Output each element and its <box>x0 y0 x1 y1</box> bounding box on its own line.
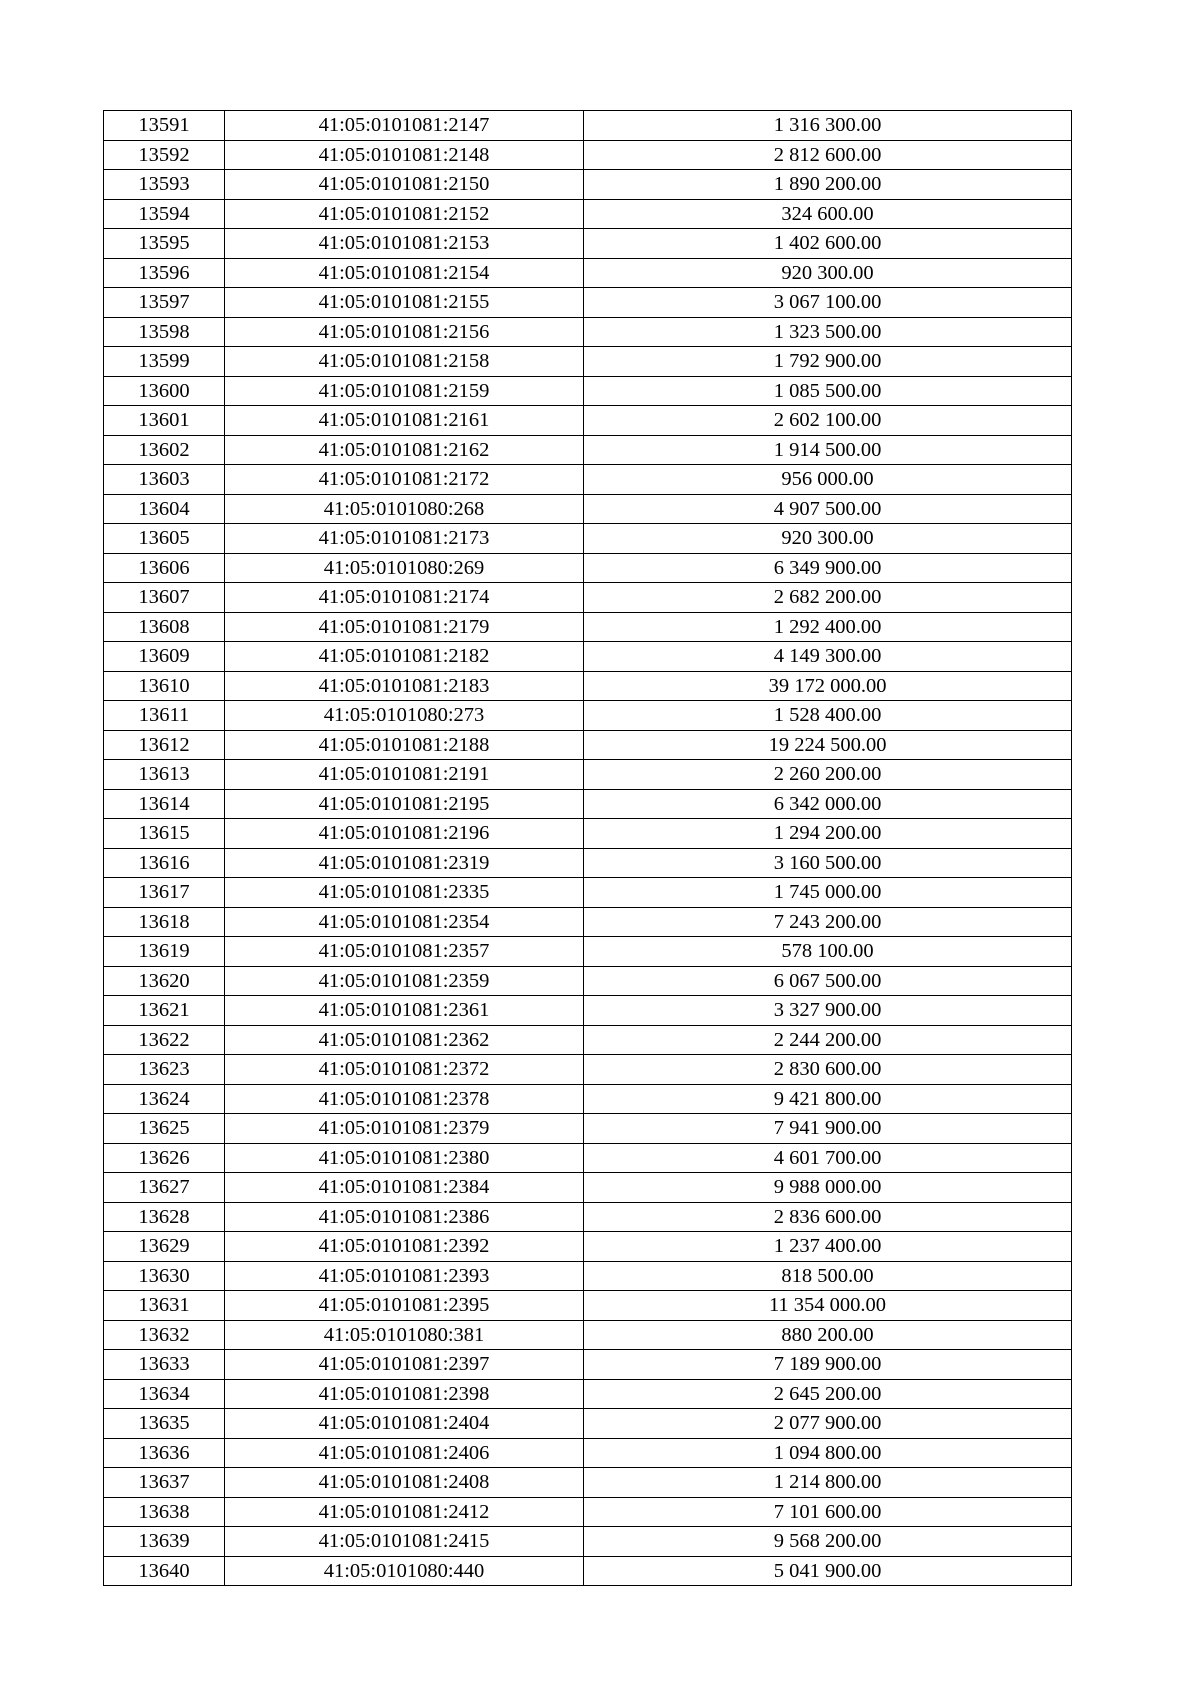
cadastral-number-cell: 41:05:0101081:2386 <box>225 1202 584 1232</box>
table-row <box>104 376 1072 406</box>
cadastral-number-cell: 41:05:0101081:2158 <box>225 347 584 377</box>
cadastral-value-cell: 1 323 500.00 <box>584 317 1072 347</box>
table-row <box>104 1468 1072 1498</box>
cadastral-value-cell: 2 836 600.00 <box>584 1202 1072 1232</box>
cadastral-value-cell: 1 402 600.00 <box>584 229 1072 259</box>
table-row <box>104 1350 1072 1380</box>
table-row <box>104 406 1072 436</box>
table-row <box>104 907 1072 937</box>
cadastral-number-cell: 41:05:0101081:2408 <box>225 1468 584 1498</box>
cadastral-value-cell: 11 354 000.00 <box>584 1291 1072 1321</box>
cadastral-value-cell: 6 349 900.00 <box>584 553 1072 583</box>
row-number-cell: 13602 <box>104 435 225 465</box>
table-row <box>104 1409 1072 1439</box>
table-row <box>104 1291 1072 1321</box>
row-number-cell: 13611 <box>104 701 225 731</box>
table-row <box>104 1055 1072 1085</box>
row-number-cell: 13639 <box>104 1527 225 1557</box>
cadastral-number-cell: 41:05:0101081:2395 <box>225 1291 584 1321</box>
cadastral-value-cell: 39 172 000.00 <box>584 671 1072 701</box>
table-row <box>104 170 1072 200</box>
cadastral-value-cell: 1 085 500.00 <box>584 376 1072 406</box>
cadastral-number-cell: 41:05:0101081:2188 <box>225 730 584 760</box>
table-row <box>104 612 1072 642</box>
row-number-cell: 13638 <box>104 1497 225 1527</box>
cadastral-number-cell: 41:05:0101081:2406 <box>225 1438 584 1468</box>
row-number-cell: 13604 <box>104 494 225 524</box>
cadastral-value-cell: 1 890 200.00 <box>584 170 1072 200</box>
table-row <box>104 937 1072 967</box>
cadastral-number-cell: 41:05:0101081:2156 <box>225 317 584 347</box>
row-number-cell: 13595 <box>104 229 225 259</box>
row-number-cell: 13616 <box>104 848 225 878</box>
cadastral-number-cell: 41:05:0101081:2173 <box>225 524 584 554</box>
row-number-cell: 13628 <box>104 1202 225 1232</box>
cadastral-value-cell: 7 101 600.00 <box>584 1497 1072 1527</box>
cadastral-number-cell: 41:05:0101081:2183 <box>225 671 584 701</box>
cadastral-value-cell: 4 601 700.00 <box>584 1143 1072 1173</box>
cadastral-value-cell: 7 941 900.00 <box>584 1114 1072 1144</box>
row-number-cell: 13637 <box>104 1468 225 1498</box>
cadastral-value-cell: 880 200.00 <box>584 1320 1072 1350</box>
cadastral-value-cell: 324 600.00 <box>584 199 1072 229</box>
table-row <box>104 1261 1072 1291</box>
cadastral-number-cell: 41:05:0101081:2412 <box>225 1497 584 1527</box>
row-number-cell: 13597 <box>104 288 225 318</box>
table-row <box>104 1556 1072 1586</box>
row-number-cell: 13591 <box>104 111 225 141</box>
table-row <box>104 524 1072 554</box>
table-row <box>104 111 1072 141</box>
row-number-cell: 13620 <box>104 966 225 996</box>
row-number-cell: 13610 <box>104 671 225 701</box>
row-number-cell: 13619 <box>104 937 225 967</box>
row-number-cell: 13640 <box>104 1556 225 1586</box>
cadastral-number-cell: 41:05:0101080:381 <box>225 1320 584 1350</box>
table-row <box>104 1232 1072 1262</box>
cadastral-value-cell: 1 528 400.00 <box>584 701 1072 731</box>
cadastral-number-cell: 41:05:0101081:2397 <box>225 1350 584 1380</box>
cadastral-number-cell: 41:05:0101081:2319 <box>225 848 584 878</box>
cadastral-number-cell: 41:05:0101081:2191 <box>225 760 584 790</box>
row-number-cell: 13618 <box>104 907 225 937</box>
cadastral-value-cell: 2 244 200.00 <box>584 1025 1072 1055</box>
cadastral-number-cell: 41:05:0101081:2147 <box>225 111 584 141</box>
cadastral-value-cell: 4 907 500.00 <box>584 494 1072 524</box>
table-row <box>104 347 1072 377</box>
table-row <box>104 288 1072 318</box>
cadastral-value-cell: 1 237 400.00 <box>584 1232 1072 1262</box>
cadastral-value-cell: 3 160 500.00 <box>584 848 1072 878</box>
table-row <box>104 878 1072 908</box>
table-row <box>104 1527 1072 1557</box>
cadastral-value-cell: 1 214 800.00 <box>584 1468 1072 1498</box>
row-number-cell: 13636 <box>104 1438 225 1468</box>
table-row <box>104 465 1072 495</box>
cadastral-value-cell: 6 342 000.00 <box>584 789 1072 819</box>
cadastral-value-cell: 3 327 900.00 <box>584 996 1072 1026</box>
row-number-cell: 13601 <box>104 406 225 436</box>
table-row <box>104 1320 1072 1350</box>
cadastral-value-cell: 2 260 200.00 <box>584 760 1072 790</box>
row-number-cell: 13608 <box>104 612 225 642</box>
table-row <box>104 642 1072 672</box>
cadastral-value-cell: 2 077 900.00 <box>584 1409 1072 1439</box>
row-number-cell: 13622 <box>104 1025 225 1055</box>
row-number-cell: 13609 <box>104 642 225 672</box>
cadastral-value-cell: 1 316 300.00 <box>584 111 1072 141</box>
table-row <box>104 553 1072 583</box>
table-row <box>104 701 1072 731</box>
cadastral-number-cell: 41:05:0101081:2404 <box>225 1409 584 1439</box>
cadastral-number-cell: 41:05:0101081:2384 <box>225 1173 584 1203</box>
cadastral-value-cell: 7 243 200.00 <box>584 907 1072 937</box>
table-row <box>104 229 1072 259</box>
cadastral-number-cell: 41:05:0101081:2378 <box>225 1084 584 1114</box>
cadastral-value-cell: 2 830 600.00 <box>584 1055 1072 1085</box>
cadastral-value-cell: 1 292 400.00 <box>584 612 1072 642</box>
row-number-cell: 13603 <box>104 465 225 495</box>
table-row <box>104 140 1072 170</box>
cadastral-value-cell: 7 189 900.00 <box>584 1350 1072 1380</box>
cadastral-number-cell: 41:05:0101081:2172 <box>225 465 584 495</box>
cadastral-value-cell: 2 682 200.00 <box>584 583 1072 613</box>
cadastral-number-cell: 41:05:0101080:268 <box>225 494 584 524</box>
table-row <box>104 671 1072 701</box>
row-number-cell: 13592 <box>104 140 225 170</box>
row-number-cell: 13625 <box>104 1114 225 1144</box>
row-number-cell: 13624 <box>104 1084 225 1114</box>
cadastral-number-cell: 41:05:0101081:2154 <box>225 258 584 288</box>
table-row <box>104 1173 1072 1203</box>
cadastral-value-table <box>103 110 1072 1586</box>
row-number-cell: 13607 <box>104 583 225 613</box>
row-number-cell: 13600 <box>104 376 225 406</box>
cadastral-number-cell: 41:05:0101081:2359 <box>225 966 584 996</box>
cadastral-number-cell: 41:05:0101081:2174 <box>225 583 584 613</box>
cadastral-value-cell: 4 149 300.00 <box>584 642 1072 672</box>
cadastral-number-cell: 41:05:0101081:2361 <box>225 996 584 1026</box>
table-row <box>104 317 1072 347</box>
row-number-cell: 13598 <box>104 317 225 347</box>
table-row <box>104 1438 1072 1468</box>
cadastral-number-cell: 41:05:0101081:2152 <box>225 199 584 229</box>
table-row <box>104 1143 1072 1173</box>
cadastral-number-cell: 41:05:0101081:2380 <box>225 1143 584 1173</box>
row-number-cell: 13629 <box>104 1232 225 1262</box>
cadastral-value-cell: 9 421 800.00 <box>584 1084 1072 1114</box>
cadastral-value-cell: 9 568 200.00 <box>584 1527 1072 1557</box>
cadastral-number-cell: 41:05:0101081:2196 <box>225 819 584 849</box>
table-row <box>104 1114 1072 1144</box>
cadastral-value-cell: 2 602 100.00 <box>584 406 1072 436</box>
row-number-cell: 13617 <box>104 878 225 908</box>
cadastral-value-cell: 1 294 200.00 <box>584 819 1072 849</box>
cadastral-number-cell: 41:05:0101081:2415 <box>225 1527 584 1557</box>
row-number-cell: 13630 <box>104 1261 225 1291</box>
cadastral-number-cell: 41:05:0101081:2182 <box>225 642 584 672</box>
cadastral-value-cell: 1 094 800.00 <box>584 1438 1072 1468</box>
cadastral-number-cell: 41:05:0101081:2393 <box>225 1261 584 1291</box>
cadastral-number-cell: 41:05:0101081:2155 <box>225 288 584 318</box>
row-number-cell: 13614 <box>104 789 225 819</box>
cadastral-number-cell: 41:05:0101081:2335 <box>225 878 584 908</box>
cadastral-number-cell: 41:05:0101081:2148 <box>225 140 584 170</box>
row-number-cell: 13596 <box>104 258 225 288</box>
row-number-cell: 13605 <box>104 524 225 554</box>
cadastral-value-cell: 2 812 600.00 <box>584 140 1072 170</box>
table-row <box>104 435 1072 465</box>
table-row <box>104 789 1072 819</box>
cadastral-number-cell: 41:05:0101081:2179 <box>225 612 584 642</box>
cadastral-number-cell: 41:05:0101081:2150 <box>225 170 584 200</box>
cadastral-number-cell: 41:05:0101081:2195 <box>225 789 584 819</box>
row-number-cell: 13635 <box>104 1409 225 1439</box>
cadastral-value-cell: 5 041 900.00 <box>584 1556 1072 1586</box>
cadastral-value-cell: 1 745 000.00 <box>584 878 1072 908</box>
row-number-cell: 13633 <box>104 1350 225 1380</box>
cadastral-number-cell: 41:05:0101081:2354 <box>225 907 584 937</box>
cadastral-number-cell: 41:05:0101081:2162 <box>225 435 584 465</box>
row-number-cell: 13626 <box>104 1143 225 1173</box>
table-row <box>104 730 1072 760</box>
cadastral-number-cell: 41:05:0101081:2379 <box>225 1114 584 1144</box>
cadastral-value-cell: 6 067 500.00 <box>584 966 1072 996</box>
cadastral-number-cell: 41:05:0101081:2161 <box>225 406 584 436</box>
cadastral-number-cell: 41:05:0101081:2357 <box>225 937 584 967</box>
cadastral-number-cell: 41:05:0101080:269 <box>225 553 584 583</box>
row-number-cell: 13593 <box>104 170 225 200</box>
cadastral-value-cell: 1 792 900.00 <box>584 347 1072 377</box>
cadastral-value-cell: 578 100.00 <box>584 937 1072 967</box>
table-row <box>104 1202 1072 1232</box>
table-row <box>104 1084 1072 1114</box>
table-row <box>104 494 1072 524</box>
row-number-cell: 13594 <box>104 199 225 229</box>
table-row <box>104 1025 1072 1055</box>
cadastral-value-cell: 9 988 000.00 <box>584 1173 1072 1203</box>
table-body <box>104 111 1072 1586</box>
table-row <box>104 996 1072 1026</box>
row-number-cell: 13621 <box>104 996 225 1026</box>
cadastral-number-cell: 41:05:0101081:2372 <box>225 1055 584 1085</box>
cadastral-value-cell: 920 300.00 <box>584 524 1072 554</box>
cadastral-value-cell: 1 914 500.00 <box>584 435 1072 465</box>
cadastral-number-cell: 41:05:0101081:2153 <box>225 229 584 259</box>
cadastral-value-cell: 3 067 100.00 <box>584 288 1072 318</box>
row-number-cell: 13632 <box>104 1320 225 1350</box>
cadastral-number-cell: 41:05:0101081:2392 <box>225 1232 584 1262</box>
table-row <box>104 760 1072 790</box>
row-number-cell: 13627 <box>104 1173 225 1203</box>
cadastral-number-cell: 41:05:0101081:2398 <box>225 1379 584 1409</box>
cadastral-number-cell: 41:05:0101080:440 <box>225 1556 584 1586</box>
cadastral-value-cell: 956 000.00 <box>584 465 1072 495</box>
cadastral-number-cell: 41:05:0101081:2159 <box>225 376 584 406</box>
table-row <box>104 966 1072 996</box>
table-row <box>104 199 1072 229</box>
cadastral-value-cell: 920 300.00 <box>584 258 1072 288</box>
cadastral-value-cell: 19 224 500.00 <box>584 730 1072 760</box>
cadastral-number-cell: 41:05:0101081:2362 <box>225 1025 584 1055</box>
row-number-cell: 13599 <box>104 347 225 377</box>
cadastral-number-cell: 41:05:0101080:273 <box>225 701 584 731</box>
row-number-cell: 13612 <box>104 730 225 760</box>
row-number-cell: 13615 <box>104 819 225 849</box>
row-number-cell: 13631 <box>104 1291 225 1321</box>
row-number-cell: 13634 <box>104 1379 225 1409</box>
row-number-cell: 13623 <box>104 1055 225 1085</box>
row-number-cell: 13606 <box>104 553 225 583</box>
cadastral-value-cell: 818 500.00 <box>584 1261 1072 1291</box>
table-row <box>104 258 1072 288</box>
table-row <box>104 583 1072 613</box>
table-row <box>104 848 1072 878</box>
cadastral-value-cell: 2 645 200.00 <box>584 1379 1072 1409</box>
row-number-cell: 13613 <box>104 760 225 790</box>
table-row <box>104 819 1072 849</box>
table-row <box>104 1379 1072 1409</box>
table-row <box>104 1497 1072 1527</box>
